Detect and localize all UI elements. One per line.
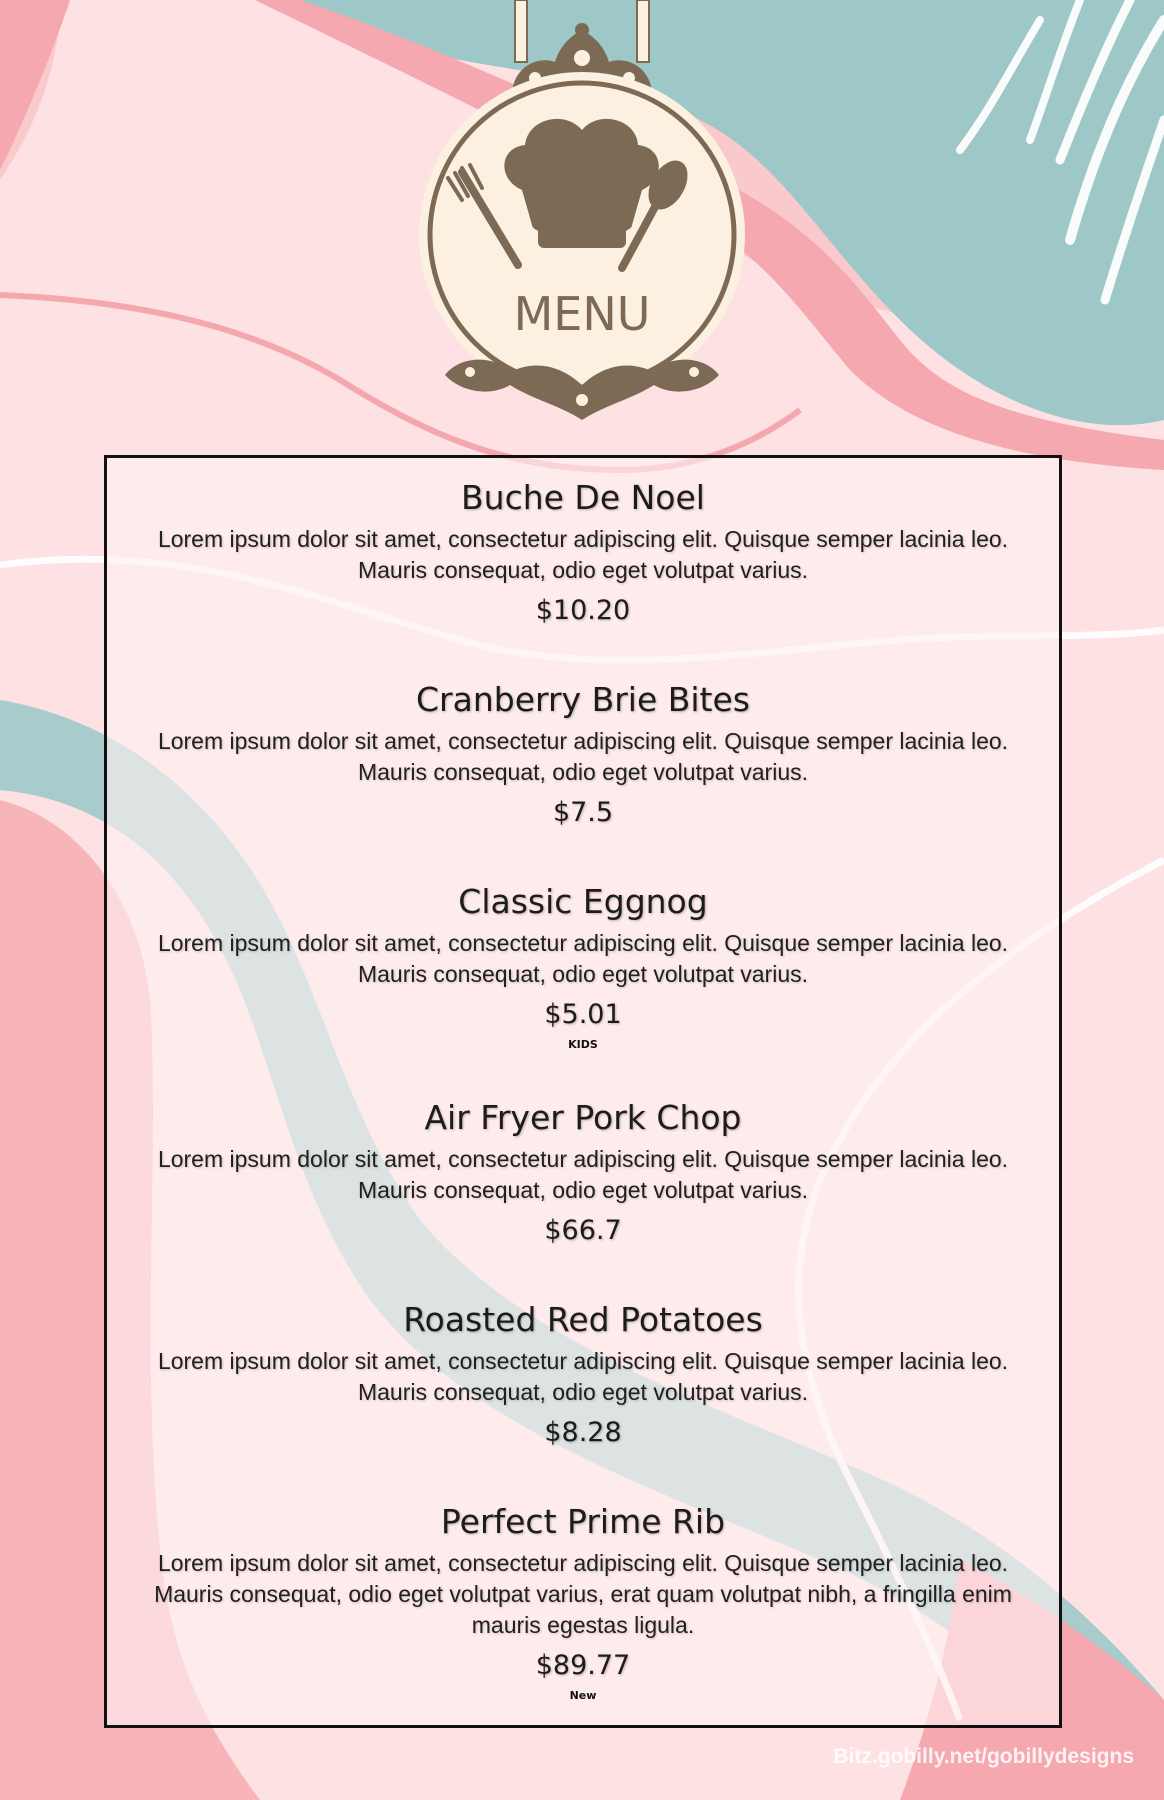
item-description: Lorem ipsum dolor sit amet, consectetur adipiscing elit. Quisque semper lacinia leo. Mauris consequat, odio eget volutpat varius.	[157, 1146, 1009, 1203]
item-name: Roasted Red Potatoes	[403, 1300, 763, 1339]
menu-item	[127, 1500, 1039, 1703]
ribbon-left	[515, 0, 527, 62]
item-description: Lorem ipsum dolor sit amet, consectetur adipiscing elit. Quisque semper lacinia leo. Mauris consequat, odio eget volutpat varius, erat quam volutpat nibh, a fringilla enim mauris egestas ligula.	[154, 1550, 1012, 1638]
menu-item	[127, 1096, 1039, 1250]
watermark: Bitz.gobilly.net/gobillydesigns	[833, 1745, 1134, 1768]
menu-list	[104, 455, 1062, 1728]
item-price: $10.20	[535, 595, 631, 626]
item-price: $66.7	[544, 1215, 622, 1246]
item-price: $8.28	[544, 1417, 622, 1448]
item-description: Lorem ipsum dolor sit amet, consectetur adipiscing elit. Quisque semper lacinia leo. Mauris consequat, odio eget volutpat varius.	[157, 728, 1009, 785]
item-description: Lorem ipsum dolor sit amet, consectetur adipiscing elit. Quisque semper lacinia leo. Mauris consequat, odio eget volutpat varius.	[157, 930, 1009, 987]
item-description: Lorem ipsum dolor sit amet, consectetur adipiscing elit. Quisque semper lacinia leo. Mauris consequat, odio eget volutpat varius.	[157, 1348, 1009, 1405]
item-price: $7.5	[552, 797, 614, 828]
item-name: Air Fryer Pork Chop	[424, 1098, 742, 1137]
badge-title: MENU	[513, 287, 651, 341]
item-name: Cranberry Brie Bites	[416, 680, 750, 719]
item-tag: KIDS	[568, 1038, 598, 1051]
menu-item	[127, 880, 1039, 1052]
menu-item	[127, 678, 1039, 832]
item-name: Classic Eggnog	[458, 882, 708, 921]
item-price: $5.01	[544, 999, 622, 1030]
menu-badge	[400, 0, 764, 430]
menu-item	[127, 1298, 1039, 1452]
menu-item	[127, 476, 1039, 630]
ribbon-right	[637, 0, 649, 62]
item-tag: New	[569, 1689, 597, 1702]
item-name: Perfect Prime Rib	[440, 1502, 726, 1541]
item-description: Lorem ipsum dolor sit amet, consectetur adipiscing elit. Quisque semper lacinia leo. Mauris consequat, odio eget volutpat varius.	[157, 526, 1009, 583]
item-price: $89.77	[535, 1650, 631, 1681]
item-name: Buche De Noel	[461, 478, 705, 517]
